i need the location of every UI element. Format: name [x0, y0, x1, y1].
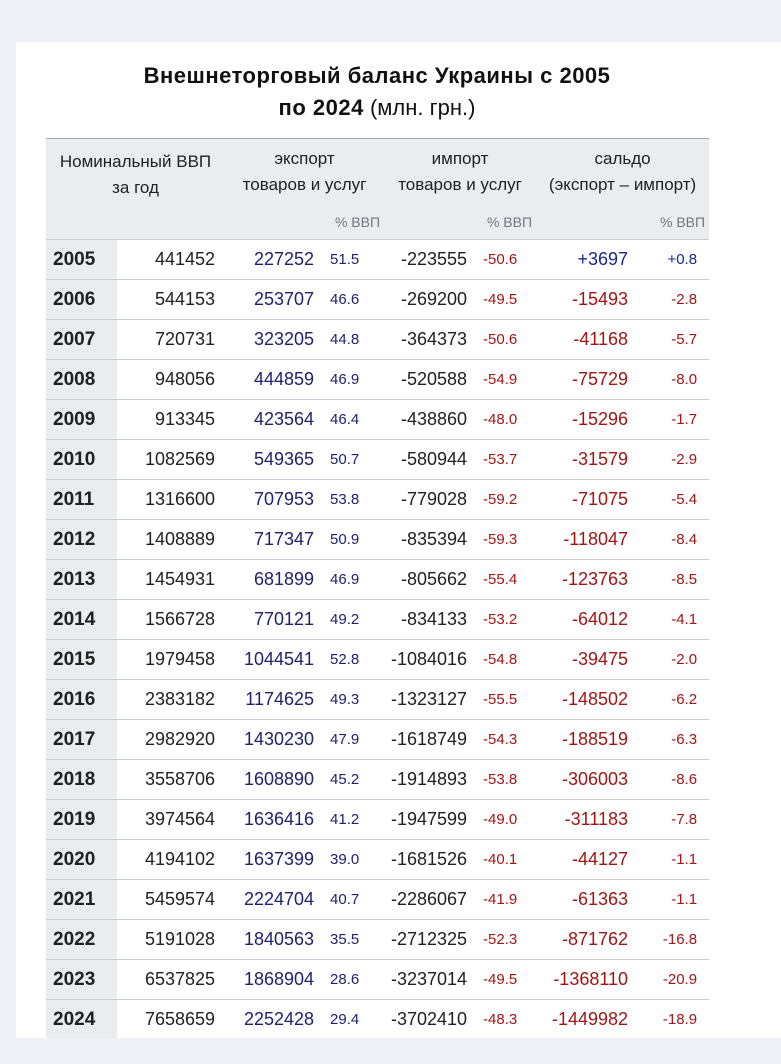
export-cell: 227252 [225, 240, 326, 280]
gdp-cell: 441452 [117, 240, 225, 280]
import-pct-cell: -53.2 [479, 600, 536, 640]
export-pct-cell: 51.5 [326, 240, 384, 280]
balance-cell: -15296 [536, 400, 640, 440]
import-pct-cell: -40.1 [479, 840, 536, 880]
export-cell: 1636416 [225, 800, 326, 840]
balance-cell: -75729 [536, 360, 640, 400]
table-row [46, 760, 709, 800]
export-cell: 681899 [225, 560, 326, 600]
export-pct-cell: 29.4 [326, 1000, 384, 1040]
import-pct-cell: -49.5 [479, 960, 536, 1000]
balance-pct-cell: -8.4 [640, 520, 709, 560]
gdp-cell: 2383182 [117, 680, 225, 720]
import-cell: -2286067 [384, 880, 479, 920]
export-cell: 1840563 [225, 920, 326, 960]
import-cell: -1914893 [384, 760, 479, 800]
gdp-cell: 5191028 [117, 920, 225, 960]
import-cell: -1681526 [384, 840, 479, 880]
import-pct-cell: -55.5 [479, 680, 536, 720]
table-row [46, 920, 709, 960]
header-import [384, 139, 536, 206]
year-cell: 2009 [46, 400, 117, 440]
import-cell: -834133 [384, 600, 479, 640]
balance-pct-cell: -1.1 [640, 880, 709, 920]
year-cell: 2017 [46, 720, 117, 760]
header-balance-pct: % ВВП [536, 205, 709, 240]
gdp-cell: 4194102 [117, 840, 225, 880]
balance-pct-cell: -5.4 [640, 480, 709, 520]
balance-cell: -31579 [536, 440, 640, 480]
balance-cell: -44127 [536, 840, 640, 880]
year-cell: 2013 [46, 560, 117, 600]
balance-cell: -871762 [536, 920, 640, 960]
balance-cell: -306003 [536, 760, 640, 800]
gdp-cell: 1316600 [117, 480, 225, 520]
balance-cell: -64012 [536, 600, 640, 640]
balance-pct-cell: -8.5 [640, 560, 709, 600]
export-cell: 1637399 [225, 840, 326, 880]
table-row [46, 240, 709, 280]
table-row [46, 280, 709, 320]
table-row [46, 840, 709, 880]
import-cell: -223555 [384, 240, 479, 280]
import-cell: -364373 [384, 320, 479, 360]
table-row [46, 720, 709, 760]
export-pct-cell: 52.8 [326, 640, 384, 680]
balance-pct-cell: -4.1 [640, 600, 709, 640]
import-pct-cell: -50.6 [479, 240, 536, 280]
export-pct-cell: 46.6 [326, 280, 384, 320]
header-balance [536, 139, 709, 206]
export-pct-cell: 47.9 [326, 720, 384, 760]
gdp-cell: 1454931 [117, 560, 225, 600]
export-cell: 1174625 [225, 680, 326, 720]
table-row [46, 600, 709, 640]
balance-cell: -311183 [536, 800, 640, 840]
export-pct-cell: 46.9 [326, 360, 384, 400]
header-balance-line1: сальдо [594, 149, 651, 168]
balance-cell: -188519 [536, 720, 640, 760]
export-cell: 423564 [225, 400, 326, 440]
balance-pct-cell: -18.9 [640, 1000, 709, 1040]
caption-unit: (млн. грн.) [369, 95, 476, 120]
balance-pct-cell: -8.6 [640, 760, 709, 800]
export-pct-cell: 50.7 [326, 440, 384, 480]
table-row [46, 1000, 709, 1040]
balance-pct-cell: -6.2 [640, 680, 709, 720]
table-row [46, 800, 709, 840]
import-pct-cell: -48.0 [479, 400, 536, 440]
export-cell: 253707 [225, 280, 326, 320]
balance-cell: +3697 [536, 240, 640, 280]
header-export-pct: % ВВП [225, 205, 384, 240]
balance-pct-cell: -2.9 [640, 440, 709, 480]
trade-balance-table [46, 138, 709, 1040]
balance-cell: -71075 [536, 480, 640, 520]
year-cell: 2006 [46, 280, 117, 320]
balance-pct-cell: -2.0 [640, 640, 709, 680]
export-pct-cell: 45.2 [326, 760, 384, 800]
export-cell: 1044541 [225, 640, 326, 680]
gdp-cell: 1082569 [117, 440, 225, 480]
year-cell: 2005 [46, 240, 117, 280]
balance-pct-cell: -1.7 [640, 400, 709, 440]
year-cell: 2010 [46, 440, 117, 480]
balance-pct-cell: -8.0 [640, 360, 709, 400]
export-pct-cell: 40.7 [326, 880, 384, 920]
balance-cell: -1449982 [536, 1000, 640, 1040]
table-caption [16, 60, 738, 124]
import-pct-cell: -54.3 [479, 720, 536, 760]
header-export-line1: экспорт [274, 149, 335, 168]
gdp-cell: 3558706 [117, 760, 225, 800]
table-row [46, 520, 709, 560]
table-header [46, 139, 709, 240]
table-row [46, 480, 709, 520]
import-cell: -835394 [384, 520, 479, 560]
import-pct-cell: -48.3 [479, 1000, 536, 1040]
export-cell: 717347 [225, 520, 326, 560]
import-cell: -520588 [384, 360, 479, 400]
import-pct-cell: -50.6 [479, 320, 536, 360]
table-row [46, 560, 709, 600]
gdp-cell: 3974564 [117, 800, 225, 840]
import-cell: -580944 [384, 440, 479, 480]
table-row [46, 400, 709, 440]
year-cell: 2007 [46, 320, 117, 360]
import-cell: -1323127 [384, 680, 479, 720]
export-cell: 770121 [225, 600, 326, 640]
import-pct-cell: -52.3 [479, 920, 536, 960]
gdp-cell: 544153 [117, 280, 225, 320]
header-import-line1: импорт [431, 149, 489, 168]
balance-cell: -123763 [536, 560, 640, 600]
export-cell: 2252428 [225, 1000, 326, 1040]
export-cell: 1608890 [225, 760, 326, 800]
import-pct-cell: -55.4 [479, 560, 536, 600]
export-cell: 323205 [225, 320, 326, 360]
year-cell: 2019 [46, 800, 117, 840]
caption-line-1: Внешнеторговый баланс Украины с 2005 [143, 63, 611, 88]
table-row [46, 960, 709, 1000]
gdp-cell: 948056 [117, 360, 225, 400]
gdp-cell: 1566728 [117, 600, 225, 640]
year-cell: 2015 [46, 640, 117, 680]
import-pct-cell: -53.7 [479, 440, 536, 480]
header-gdp [46, 139, 225, 240]
year-cell: 2016 [46, 680, 117, 720]
gdp-cell: 2982920 [117, 720, 225, 760]
import-cell: -3237014 [384, 960, 479, 1000]
year-cell: 2020 [46, 840, 117, 880]
header-export [225, 139, 384, 206]
balance-pct-cell: -16.8 [640, 920, 709, 960]
year-cell: 2024 [46, 1000, 117, 1040]
balance-cell: -15493 [536, 280, 640, 320]
export-cell: 707953 [225, 480, 326, 520]
export-cell: 2224704 [225, 880, 326, 920]
import-cell: -269200 [384, 280, 479, 320]
balance-cell: -41168 [536, 320, 640, 360]
gdp-cell: 720731 [117, 320, 225, 360]
export-pct-cell: 41.2 [326, 800, 384, 840]
year-cell: 2023 [46, 960, 117, 1000]
gdp-cell: 5459574 [117, 880, 225, 920]
export-cell: 549365 [225, 440, 326, 480]
year-cell: 2022 [46, 920, 117, 960]
import-cell: -1618749 [384, 720, 479, 760]
header-export-line2: товаров и услуг [242, 175, 367, 194]
year-cell: 2012 [46, 520, 117, 560]
balance-pct-cell: +0.8 [640, 240, 709, 280]
export-pct-cell: 35.5 [326, 920, 384, 960]
import-pct-cell: -54.8 [479, 640, 536, 680]
import-cell: -779028 [384, 480, 479, 520]
year-cell: 2021 [46, 880, 117, 920]
import-pct-cell: -53.8 [479, 760, 536, 800]
import-pct-cell: -49.0 [479, 800, 536, 840]
header-balance-line2: (экспорт – импорт) [548, 175, 697, 194]
import-cell: -438860 [384, 400, 479, 440]
import-pct-cell: -59.3 [479, 520, 536, 560]
gdp-cell: 6537825 [117, 960, 225, 1000]
content-card [16, 42, 781, 1038]
balance-pct-cell: -7.8 [640, 800, 709, 840]
import-pct-cell: -54.9 [479, 360, 536, 400]
header-import-pct: % ВВП [384, 205, 536, 240]
balance-cell: -61363 [536, 880, 640, 920]
year-cell: 2011 [46, 480, 117, 520]
year-cell: 2014 [46, 600, 117, 640]
balance-pct-cell: -2.8 [640, 280, 709, 320]
export-pct-cell: 46.4 [326, 400, 384, 440]
import-cell: -1084016 [384, 640, 479, 680]
balance-cell: -1368110 [536, 960, 640, 1000]
header-gdp-line1: Номинальный ВВП [59, 152, 212, 171]
import-cell: -3702410 [384, 1000, 479, 1040]
year-cell: 2008 [46, 360, 117, 400]
table-row [46, 640, 709, 680]
table-row [46, 440, 709, 480]
export-pct-cell: 28.6 [326, 960, 384, 1000]
balance-cell: -118047 [536, 520, 640, 560]
import-pct-cell: -49.5 [479, 280, 536, 320]
balance-pct-cell: -5.7 [640, 320, 709, 360]
export-pct-cell: 46.9 [326, 560, 384, 600]
import-cell: -805662 [384, 560, 479, 600]
import-pct-cell: -41.9 [479, 880, 536, 920]
caption-line-2: по 2024 [278, 95, 364, 120]
export-cell: 1430230 [225, 720, 326, 760]
table-row [46, 320, 709, 360]
table-row [46, 880, 709, 920]
header-import-line2: товаров и услуг [398, 175, 522, 194]
gdp-cell: 1979458 [117, 640, 225, 680]
import-cell: -2712325 [384, 920, 479, 960]
header-gdp-line2: за год [112, 178, 159, 197]
balance-pct-cell: -1.1 [640, 840, 709, 880]
gdp-cell: 7658659 [117, 1000, 225, 1040]
balance-cell: -39475 [536, 640, 640, 680]
gdp-cell: 913345 [117, 400, 225, 440]
balance-pct-cell: -20.9 [640, 960, 709, 1000]
import-cell: -1947599 [384, 800, 479, 840]
export-pct-cell: 39.0 [326, 840, 384, 880]
table-row [46, 360, 709, 400]
export-pct-cell: 49.3 [326, 680, 384, 720]
export-pct-cell: 50.9 [326, 520, 384, 560]
table-body [46, 240, 709, 1040]
year-cell: 2018 [46, 760, 117, 800]
gdp-cell: 1408889 [117, 520, 225, 560]
export-pct-cell: 44.8 [326, 320, 384, 360]
page-bottom-strip [0, 1038, 781, 1064]
export-cell: 444859 [225, 360, 326, 400]
balance-cell: -148502 [536, 680, 640, 720]
balance-pct-cell: -6.3 [640, 720, 709, 760]
import-pct-cell: -59.2 [479, 480, 536, 520]
table-row [46, 680, 709, 720]
export-pct-cell: 49.2 [326, 600, 384, 640]
export-cell: 1868904 [225, 960, 326, 1000]
export-pct-cell: 53.8 [326, 480, 384, 520]
